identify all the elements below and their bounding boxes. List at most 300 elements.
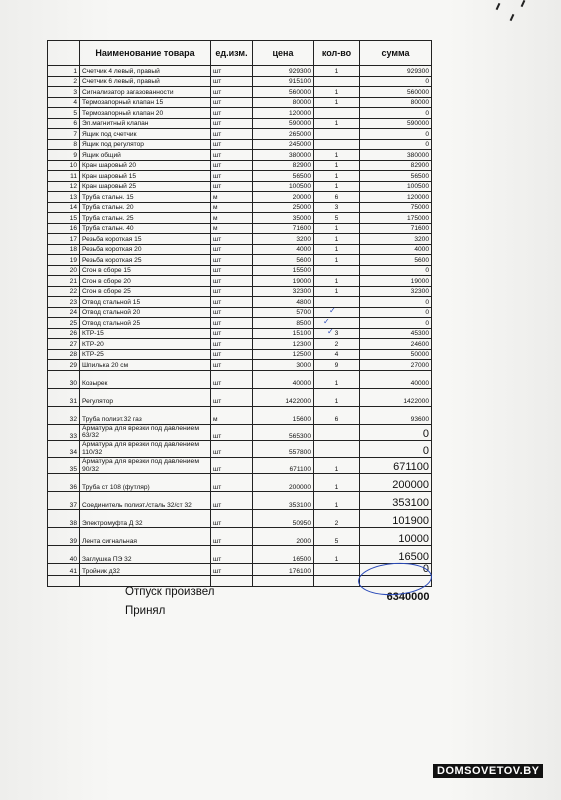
- item-price: 12300: [253, 339, 314, 350]
- row-number: 34: [48, 441, 80, 458]
- row-number: 23: [48, 297, 80, 308]
- item-name: Труба полиэт.32 газ: [80, 406, 211, 424]
- item-unit: шт: [211, 349, 253, 360]
- table-row: [48, 457, 432, 474]
- row-number: 6: [48, 118, 80, 129]
- item-name: Тройник д32: [80, 564, 211, 576]
- item-qty: 1: [314, 171, 360, 182]
- table-header-row: [48, 41, 432, 66]
- item-name: Заглушка ПЭ 32: [80, 546, 211, 564]
- table-row: [48, 265, 432, 276]
- item-name: Сигнализатор загазованности: [80, 87, 211, 98]
- row-number: 33: [48, 424, 80, 441]
- table-row: [48, 108, 432, 119]
- item-unit: шт: [211, 441, 253, 458]
- item-price: 5700: [253, 307, 314, 318]
- item-price: 80000: [253, 97, 314, 108]
- item-sum: 101900: [360, 510, 432, 528]
- table-row: [48, 388, 432, 406]
- item-name: Резьба короткая 15: [80, 234, 211, 245]
- item-name: Труба стальн. 40: [80, 223, 211, 234]
- row-number: 17: [48, 234, 80, 245]
- row-number: 9: [48, 150, 80, 161]
- item-unit: шт: [211, 150, 253, 161]
- item-sum: 100500: [360, 181, 432, 192]
- item-price: 200000: [253, 474, 314, 492]
- item-sum: 50000: [360, 349, 432, 360]
- item-qty: 4: [314, 349, 360, 360]
- item-qty: [314, 129, 360, 140]
- table-row: [48, 213, 432, 224]
- item-unit: шт: [211, 276, 253, 287]
- item-qty: 1: [314, 97, 360, 108]
- check-mark: ✓: [327, 327, 334, 336]
- item-price: 265000: [253, 129, 314, 140]
- row-number: 11: [48, 171, 80, 182]
- row-number: 37: [48, 492, 80, 510]
- item-qty: 1: [314, 244, 360, 255]
- item-price: 560000: [253, 87, 314, 98]
- item-price: 4000: [253, 244, 314, 255]
- row-number: 3: [48, 87, 80, 98]
- item-sum: 27000: [360, 360, 432, 371]
- item-qty: 1: [314, 255, 360, 266]
- total-amount: 6340000: [386, 590, 430, 603]
- table-row: [48, 286, 432, 297]
- item-qty: [314, 307, 360, 318]
- item-unit: шт: [211, 66, 253, 77]
- table-row: [48, 129, 432, 140]
- item-unit: шт: [211, 424, 253, 441]
- item-price: 353100: [253, 492, 314, 510]
- item-sum: 0: [360, 424, 432, 441]
- item-name: Сгон в сборе 20: [80, 276, 211, 287]
- item-price: 590000: [253, 118, 314, 129]
- item-qty: 3: [314, 328, 360, 339]
- row-number: 12: [48, 181, 80, 192]
- row-number: 40: [48, 546, 80, 564]
- item-sum: 71600: [360, 223, 432, 234]
- table-row: [48, 318, 432, 329]
- item-price: 3200: [253, 234, 314, 245]
- item-name: Шпилька 20 см: [80, 360, 211, 371]
- item-unit: шт: [211, 255, 253, 266]
- table-row: [48, 202, 432, 213]
- item-price: 19000: [253, 276, 314, 287]
- table-row: [48, 87, 432, 98]
- item-price: 915100: [253, 76, 314, 87]
- item-unit: м: [211, 213, 253, 224]
- item-qty: 6: [314, 192, 360, 203]
- table-row: [48, 492, 432, 510]
- item-qty: 1: [314, 286, 360, 297]
- item-unit: шт: [211, 457, 253, 474]
- item-name: Отвод стальной 20: [80, 307, 211, 318]
- item-sum: 671100: [360, 457, 432, 474]
- row-number: 41: [48, 564, 80, 576]
- column-header-sum: сумма: [360, 41, 432, 66]
- table-row: [48, 192, 432, 203]
- row-number: 29: [48, 360, 80, 371]
- item-sum: 0: [360, 441, 432, 458]
- item-sum: 0: [360, 297, 432, 308]
- row-number: 39: [48, 528, 80, 546]
- item-sum: 929300: [360, 66, 432, 77]
- item-name: КТР-20: [80, 339, 211, 350]
- item-price: 929300: [253, 66, 314, 77]
- table-row: [48, 546, 432, 564]
- table-row: [48, 307, 432, 318]
- item-unit: м: [211, 406, 253, 424]
- item-unit: шт: [211, 546, 253, 564]
- item-unit: шт: [211, 388, 253, 406]
- row-number: 32: [48, 406, 80, 424]
- item-sum: 10000: [360, 528, 432, 546]
- item-unit: м: [211, 192, 253, 203]
- row-number: 24: [48, 307, 80, 318]
- table-row: [48, 234, 432, 245]
- row-number: 27: [48, 339, 80, 350]
- goods-table: [47, 40, 432, 607]
- item-name: Козырек: [80, 370, 211, 388]
- item-price: 32300: [253, 286, 314, 297]
- item-qty: 5: [314, 213, 360, 224]
- row-number: 26: [48, 328, 80, 339]
- item-qty: [314, 265, 360, 276]
- site-watermark: DOMSOVETOV.BY: [433, 764, 543, 778]
- received-by-label: Принял: [125, 605, 166, 617]
- table-row: [48, 66, 432, 77]
- row-number: 4: [48, 97, 80, 108]
- item-qty: [314, 318, 360, 329]
- item-name: КТР-15: [80, 328, 211, 339]
- item-name: Лента сигнальная: [80, 528, 211, 546]
- item-sum: 3200: [360, 234, 432, 245]
- item-price: 25000: [253, 202, 314, 213]
- item-unit: шт: [211, 181, 253, 192]
- row-number: 35: [48, 457, 80, 474]
- item-unit: шт: [211, 265, 253, 276]
- table-row: [48, 118, 432, 129]
- item-unit: шт: [211, 160, 253, 171]
- table-row: [48, 255, 432, 266]
- item-name: Счетчик 4 левый, правый: [80, 66, 211, 77]
- item-sum: 0: [360, 108, 432, 119]
- item-sum: 4000: [360, 244, 432, 255]
- item-qty: 6: [314, 406, 360, 424]
- item-price: 3000: [253, 360, 314, 371]
- item-sum: 19000: [360, 276, 432, 287]
- item-name: Труба ст 108 (футляр): [80, 474, 211, 492]
- table-row: [48, 150, 432, 161]
- item-unit: шт: [211, 286, 253, 297]
- item-name: Кран шаровый 25: [80, 181, 211, 192]
- column-header-qty: кол-во: [314, 41, 360, 66]
- item-sum: 380000: [360, 150, 432, 161]
- item-sum: 75000: [360, 202, 432, 213]
- item-name: Термозапорный клапан 20: [80, 108, 211, 119]
- item-sum: 80000: [360, 97, 432, 108]
- item-unit: шт: [211, 492, 253, 510]
- item-sum: 0: [360, 318, 432, 329]
- item-qty: 1: [314, 276, 360, 287]
- table-row: [48, 528, 432, 546]
- item-price: 176100: [253, 564, 314, 576]
- item-name: Арматура для врезки под давлением 110/32: [80, 441, 211, 458]
- item-qty: [314, 441, 360, 458]
- item-unit: шт: [211, 370, 253, 388]
- item-name: Отвод стальной 25: [80, 318, 211, 329]
- item-sum: 32300: [360, 286, 432, 297]
- item-sum: 0: [360, 307, 432, 318]
- check-mark: ✓: [329, 306, 336, 315]
- row-number: 36: [48, 474, 80, 492]
- table-body: [48, 66, 432, 576]
- column-header-price: цена: [253, 41, 314, 66]
- item-unit: шт: [211, 528, 253, 546]
- pen-mark: [496, 3, 501, 10]
- item-qty: 1: [314, 492, 360, 510]
- item-price: 2000: [253, 528, 314, 546]
- row-number: 18: [48, 244, 80, 255]
- item-qty: 1: [314, 457, 360, 474]
- item-qty: 1: [314, 223, 360, 234]
- table-row: [48, 171, 432, 182]
- row-number: 2: [48, 76, 80, 87]
- item-unit: шт: [211, 474, 253, 492]
- item-sum: 1422000: [360, 388, 432, 406]
- item-price: 245000: [253, 139, 314, 150]
- item-name: Ящик общий: [80, 150, 211, 161]
- item-qty: [314, 424, 360, 441]
- item-unit: шт: [211, 307, 253, 318]
- item-unit: шт: [211, 360, 253, 371]
- item-sum: 200000: [360, 474, 432, 492]
- item-qty: 1: [314, 388, 360, 406]
- table-row: [48, 160, 432, 171]
- table-row: [48, 474, 432, 492]
- item-sum: 353100: [360, 492, 432, 510]
- item-price: 5600: [253, 255, 314, 266]
- item-price: 1422000: [253, 388, 314, 406]
- item-price: 71600: [253, 223, 314, 234]
- table-row: [48, 276, 432, 287]
- item-name: Кран шаровый 15: [80, 171, 211, 182]
- item-name: Труба стальн. 15: [80, 192, 211, 203]
- item-sum: 45300: [360, 328, 432, 339]
- item-name: Эл.магнитный клапан: [80, 118, 211, 129]
- item-name: Арматура для врезки под давлением 90/32: [80, 457, 211, 474]
- row-number: 21: [48, 276, 80, 287]
- item-qty: 3: [314, 202, 360, 213]
- row-number: 22: [48, 286, 80, 297]
- item-name: Электромуфта Д 32: [80, 510, 211, 528]
- item-qty: 1: [314, 150, 360, 161]
- item-price: 12500: [253, 349, 314, 360]
- row-number: 7: [48, 129, 80, 140]
- item-sum: 0: [360, 129, 432, 140]
- item-sum: 120000: [360, 192, 432, 203]
- item-name: Резьба короткая 20: [80, 244, 211, 255]
- table-row: [48, 297, 432, 308]
- item-name: Арматура для врезки под давлением 63/32: [80, 424, 211, 441]
- item-name: КТР-25: [80, 349, 211, 360]
- item-qty: 5: [314, 528, 360, 546]
- item-name: Резьба короткая 25: [80, 255, 211, 266]
- item-price: 35000: [253, 213, 314, 224]
- item-name: Счетчик 6 левый, правый: [80, 76, 211, 87]
- item-price: 120000: [253, 108, 314, 119]
- item-unit: шт: [211, 129, 253, 140]
- item-unit: шт: [211, 244, 253, 255]
- table-row: [48, 328, 432, 339]
- row-number: 30: [48, 370, 80, 388]
- column-header-number: [48, 41, 80, 66]
- item-sum: 40000: [360, 370, 432, 388]
- item-qty: 1: [314, 118, 360, 129]
- item-qty: [314, 76, 360, 87]
- table-row: [48, 181, 432, 192]
- row-number: 13: [48, 192, 80, 203]
- table-row: [48, 349, 432, 360]
- item-unit: шт: [211, 118, 253, 129]
- item-name: Ящик под регулятор: [80, 139, 211, 150]
- table-row: [48, 360, 432, 371]
- item-sum: 0: [360, 265, 432, 276]
- item-sum: 56500: [360, 171, 432, 182]
- item-sum: 0: [360, 139, 432, 150]
- item-price: 380000: [253, 150, 314, 161]
- item-name: Кран шаровый 20: [80, 160, 211, 171]
- row-number: 10: [48, 160, 80, 171]
- item-name: Сгон в сборе 25: [80, 286, 211, 297]
- item-unit: шт: [211, 510, 253, 528]
- item-sum: 560000: [360, 87, 432, 98]
- item-unit: м: [211, 223, 253, 234]
- row-number: 8: [48, 139, 80, 150]
- table-row: [48, 223, 432, 234]
- item-qty: 1: [314, 546, 360, 564]
- row-number: 15: [48, 213, 80, 224]
- item-name: Регулятор: [80, 388, 211, 406]
- column-header-name: Наименование товара: [80, 41, 211, 66]
- row-number: 25: [48, 318, 80, 329]
- table-row: [48, 441, 432, 458]
- item-sum: 5600: [360, 255, 432, 266]
- item-unit: м: [211, 202, 253, 213]
- item-name: Ящик под счетчик: [80, 129, 211, 140]
- item-qty: 9: [314, 360, 360, 371]
- item-name: Сгон в сборе 15: [80, 265, 211, 276]
- table-row: [48, 406, 432, 424]
- item-price: 15600: [253, 406, 314, 424]
- item-price: 16500: [253, 546, 314, 564]
- item-sum: 175000: [360, 213, 432, 224]
- item-price: 557800: [253, 441, 314, 458]
- item-sum: 0: [360, 564, 432, 576]
- table-row: [48, 339, 432, 350]
- item-unit: шт: [211, 339, 253, 350]
- item-unit: шт: [211, 328, 253, 339]
- item-price: 56500: [253, 171, 314, 182]
- item-qty: [314, 108, 360, 119]
- item-unit: шт: [211, 234, 253, 245]
- item-qty: 2: [314, 510, 360, 528]
- pen-mark: [521, 0, 526, 7]
- row-number: 16: [48, 223, 80, 234]
- item-name: Отвод стальной 15: [80, 297, 211, 308]
- item-name: Труба стальн. 20: [80, 202, 211, 213]
- table-row: [48, 76, 432, 87]
- table-row: [48, 424, 432, 441]
- item-unit: шт: [211, 171, 253, 182]
- table-row: [48, 370, 432, 388]
- row-number: 5: [48, 108, 80, 119]
- item-qty: [314, 297, 360, 308]
- item-qty: 1: [314, 181, 360, 192]
- item-price: 565300: [253, 424, 314, 441]
- row-number: 31: [48, 388, 80, 406]
- table-row: [48, 244, 432, 255]
- item-unit: шт: [211, 87, 253, 98]
- item-price: 50950: [253, 510, 314, 528]
- item-price: 40000: [253, 370, 314, 388]
- item-price: 100500: [253, 181, 314, 192]
- row-number: 1: [48, 66, 80, 77]
- item-unit: шт: [211, 139, 253, 150]
- item-price: 15500: [253, 265, 314, 276]
- item-qty: [314, 139, 360, 150]
- row-number: 28: [48, 349, 80, 360]
- item-unit: шт: [211, 297, 253, 308]
- item-price: 20000: [253, 192, 314, 203]
- item-sum: 93600: [360, 406, 432, 424]
- item-unit: шт: [211, 108, 253, 119]
- item-name: Соединитель полиэт./сталь 32/ст 32: [80, 492, 211, 510]
- table-row: [48, 139, 432, 150]
- released-by-label: Отпуск произвел: [125, 586, 215, 598]
- table-row: [48, 510, 432, 528]
- item-sum: 0: [360, 76, 432, 87]
- item-price: 15100: [253, 328, 314, 339]
- item-unit: шт: [211, 76, 253, 87]
- item-qty: 1: [314, 87, 360, 98]
- item-qty: 1: [314, 66, 360, 77]
- pen-mark: [510, 14, 515, 21]
- item-name: Термозапорный клапан 15: [80, 97, 211, 108]
- item-qty: 1: [314, 160, 360, 171]
- item-sum: 82900: [360, 160, 432, 171]
- row-number: 14: [48, 202, 80, 213]
- check-mark: ✓: [323, 317, 330, 326]
- item-price: 8500: [253, 318, 314, 329]
- item-unit: шт: [211, 564, 253, 576]
- row-number: 20: [48, 265, 80, 276]
- row-number: 38: [48, 510, 80, 528]
- item-unit: шт: [211, 318, 253, 329]
- column-header-unit: ед.изм.: [211, 41, 253, 66]
- table-row: [48, 97, 432, 108]
- item-qty: 2: [314, 339, 360, 350]
- item-qty: 1: [314, 474, 360, 492]
- item-qty: [314, 564, 360, 576]
- item-sum: 16500: [360, 546, 432, 564]
- row-number: 19: [48, 255, 80, 266]
- item-price: 671100: [253, 457, 314, 474]
- item-unit: шт: [211, 97, 253, 108]
- item-sum: 590000: [360, 118, 432, 129]
- item-name: Труба стальн. 25: [80, 213, 211, 224]
